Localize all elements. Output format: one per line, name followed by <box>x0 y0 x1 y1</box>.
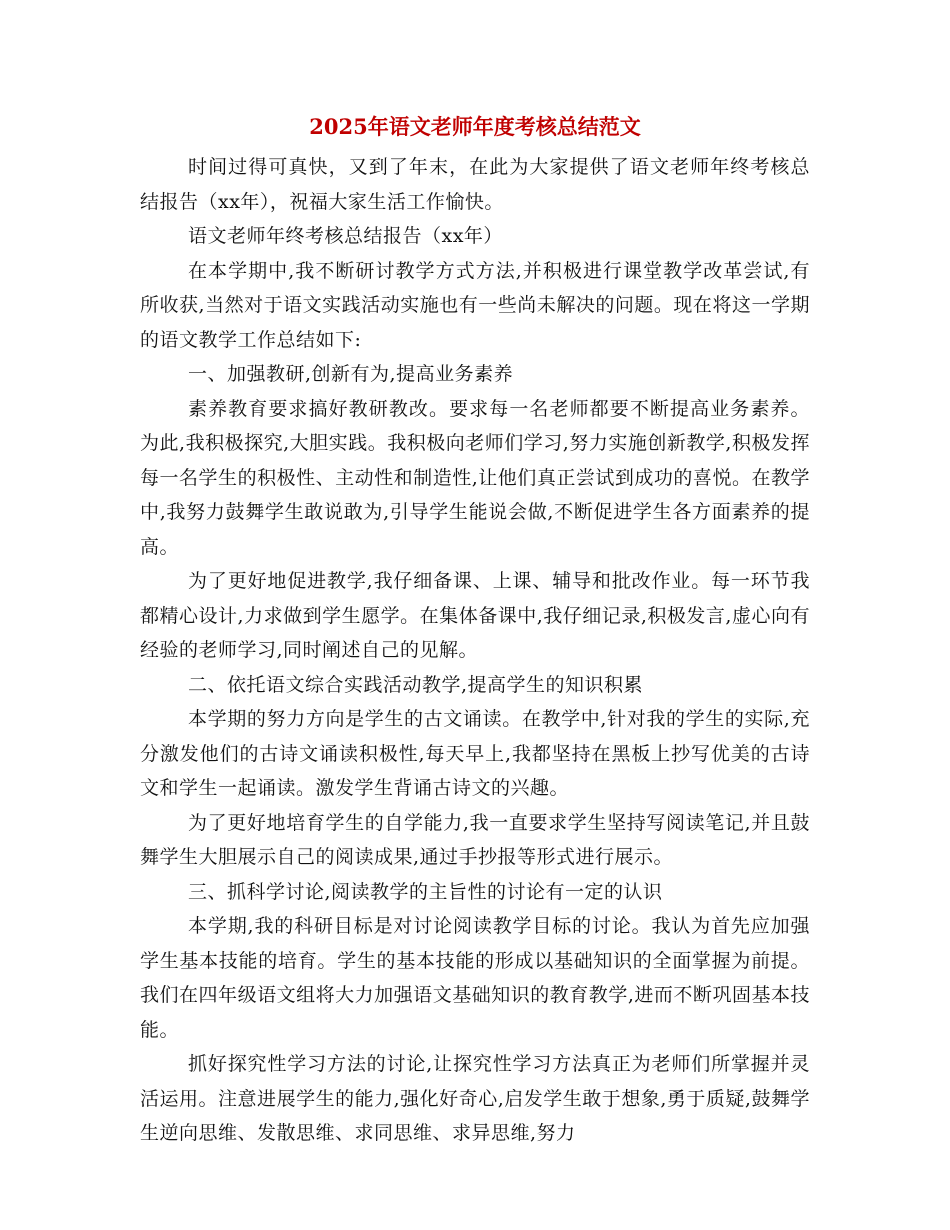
paragraph-intro: 时间过得可真快，又到了年末，在此为大家提供了语文老师年终考核总结报告（xx年），祝福大家生活工作愉快。 <box>140 156 810 213</box>
paragraph-report-heading: 语文老师年终考核总结报告（xx年） <box>188 225 503 247</box>
section-heading-3: 三、抓科学讨论,阅读教学的主旨性的讨论有一定的认识 <box>188 880 663 903</box>
paragraph-section3-b: 抓好探究性学习方法的讨论,让探究性学习方法真正为老师们所掌握并灵活运用。注意进展学生的能力,强化好奇心,启发学生敢于想象,勇于质疑,鼓舞学生逆向思维、发散思维、求同思维、求异思维,努力 <box>140 1053 810 1144</box>
paragraph-opening: 在本学期中,我不断研讨教学方式方法,并积极进行课堂教学改革尝试,有所收获,当然对于语文实践活动实施也有一些尚未解决的问题。现在将这一学期的语文教学工作总结如下: <box>140 259 810 351</box>
paragraph-section2-b: 为了更好地培育学生的自学能力,我一直要求学生坚持写阅读笔记,并且鼓舞学生大胆展示自己的阅读成果,通过手抄报等形式进行展示。 <box>140 811 810 868</box>
paragraph-section1-a: 素养教育要求搞好教研教改。要求每一名老师都要不断提高业务素养。为此,我积极探究,大胆实践。我积极向老师们学习,努力实施创新教学,积极发挥每一名学生的积极性、主动性和制造性,让他们真正尝试到成功的喜悦。在教学中,我努力鼓舞学生敢说敢为,引导学生能说会做,不断促进学生各方面素养的提高。 <box>140 397 810 558</box>
section-heading-2: 二、依托语文综合实践活动教学,提高学生的知识积累 <box>188 673 644 696</box>
document-body <box>140 150 810 1151</box>
paragraph-section2-a: 本学期的努力方向是学生的古文诵读。在教学中,针对我的学生的实际,充分激发他们的古诗文诵读积极性,每天早上,我都坚持在黑板上抄写优美的古诗文和学生一起诵读。激发学生背诵古诗文的兴趣。 <box>140 708 810 799</box>
section-heading-1: 一、加强教研,创新有为,提高业务素养 <box>188 363 514 385</box>
paragraph-section1-b: 为了更好地促进教学,我仔细备课、上课、辅导和批改作业。每一环节我都精心设计,力求做到学生愿学。在集体备课中,我仔细记录,积极发言,虚心向有经验的老师学习,同时阐述自己的见解。 <box>140 570 810 661</box>
document-title: 2025年语文老师年度考核总结范文 <box>309 114 641 139</box>
paragraph-section3-a: 本学期,我的科研目标是对讨论阅读教学目标的讨论。我认为首先应加强学生基本技能的培育。学生的基本技能的形成以基础知识的全面掌握为前提。我们在四年级语文组将大力加强语文基础知识的教育教学,进而不断巩固基本技能。 <box>140 915 810 1041</box>
